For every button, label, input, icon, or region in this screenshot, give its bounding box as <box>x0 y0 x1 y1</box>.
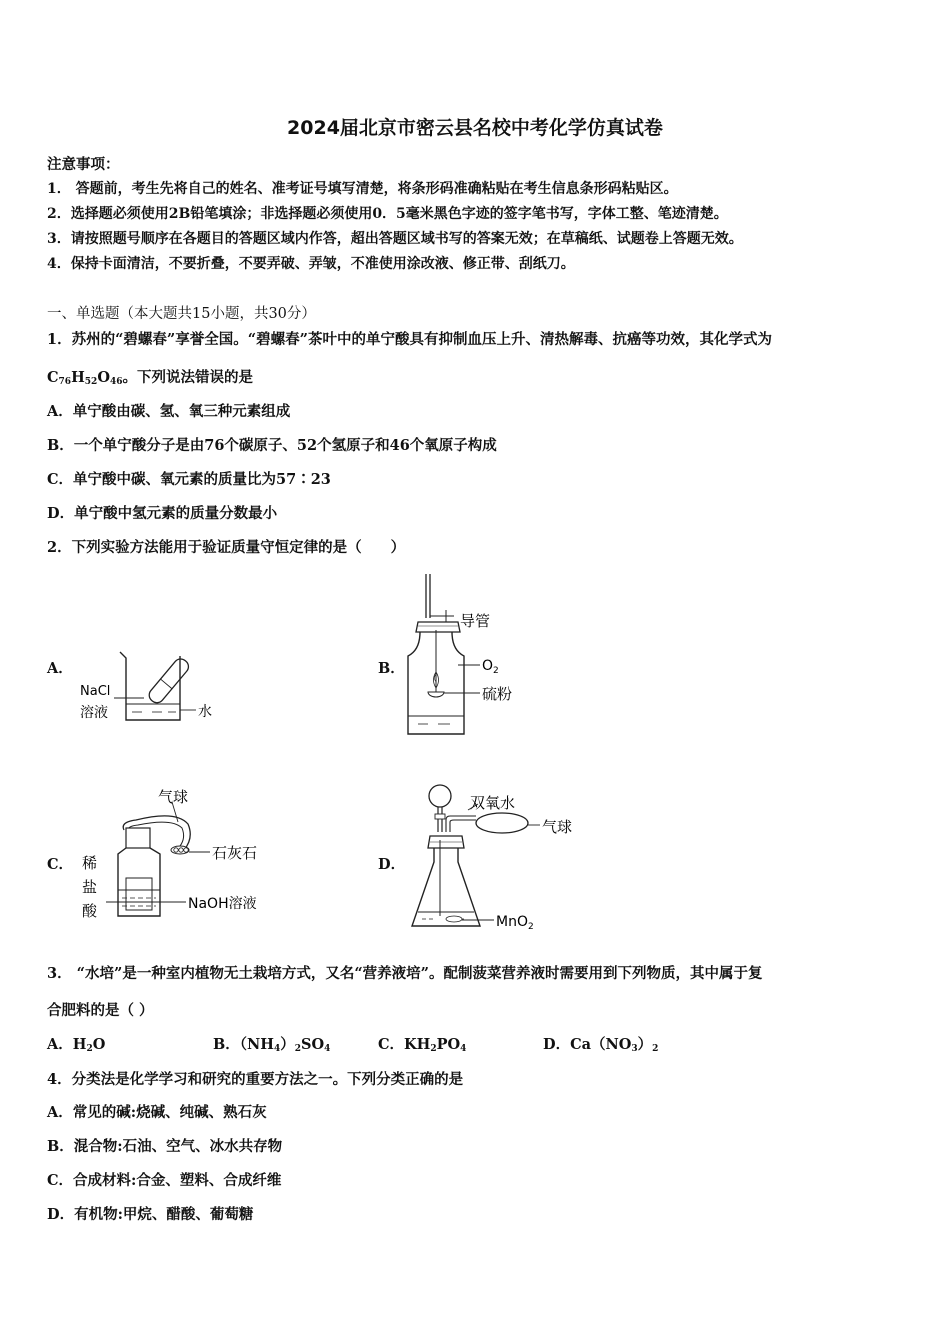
q1-stem-line1: 1．苏州的“碧螺春”享誉全国。“碧螺春”茶叶中的单宁酸具有抑制血压上升、清热解毒、抗癌等功效，其化学式为 <box>47 331 772 348</box>
figure-c-limestone-label: 石灰石 <box>212 844 258 862</box>
q1-formula: $C_{76}H_{52}O_{46}$ <box>47 369 123 387</box>
q2-label-d: D． <box>378 856 406 873</box>
q3-option-a: A．$H_2O$ <box>47 1036 106 1054</box>
figure-d-mno2-label: MnO$_2$ <box>496 914 534 932</box>
figure-b-o2-label: $O_2$ <box>482 658 499 676</box>
q1-stem-line2: $C_{76}H_{52}O_{46}$。下列说法错误的是 <box>47 369 253 387</box>
section-heading: 一、单选题（本大题共15小题，共30分） <box>47 306 316 322</box>
q2-stem: 2．下列实验方法能用于验证质量守恒定律的是（ ） <box>47 539 406 556</box>
figure-a-beaker <box>76 640 226 734</box>
notice-item-4: 4．保持卡面清洁，不要折叠，不要弄破、弄皱，不准使用涂改液、修正带、刮纸刀。 <box>47 256 575 272</box>
q3-stem-line1: 3． “水培”是一种室内植物无土栽培方式，又名“营养液培”。配制菠菜营养液时需要用到下列物质，其中属于复 <box>47 965 763 982</box>
notice-item-1: 1． 答题前，考生先将自己的姓名、准考证号填写清楚，将条形码准确粘贴在考生信息条形码粘贴区。 <box>47 181 678 197</box>
q3-option-c: C．$KH_2PO_4$ <box>378 1036 467 1054</box>
q3-option-d: D．$Ca(NO_3)_2$ <box>543 1036 659 1054</box>
figure-a-nacl-label: NaCl <box>80 684 111 699</box>
q4-option-c: C．合成材料:合金、塑料、合成纤维 <box>47 1172 282 1189</box>
q1-option-b: B．一个单宁酸分子是由76个碳原子、52个氢原子和46个氧原子构成 <box>47 437 497 454</box>
figure-b-sulfur-label: 硫粉 <box>482 685 513 703</box>
figure-a-water-label: 水 <box>198 704 212 720</box>
q2-label-c: C． <box>47 856 74 873</box>
figure-b-tube-label: 导管 <box>460 612 491 630</box>
figure-c-acid-1: 稀 <box>82 854 98 872</box>
q4-option-b: B．混合物:石油、空气、冰水共存物 <box>47 1138 283 1155</box>
q1-option-a: A．单宁酸由碳、氢、氧三种元素组成 <box>47 403 291 420</box>
figure-c-naoh-label: NaOH溶液 <box>188 896 257 912</box>
q4-stem: 4．分类法是化学学习和研究的重要方法之一。下列分类正确的是 <box>47 1071 464 1088</box>
page-title: 2024届北京市密云县名校中考化学仿真试卷 <box>287 117 663 139</box>
figure-c-acid-2: 盐 <box>82 878 98 896</box>
figure-d-flask <box>398 780 588 936</box>
figure-d-balloon-label: 气球 <box>542 818 573 836</box>
notice-heading: 注意事项： <box>47 156 120 173</box>
figure-c-acid-3: 酸 <box>82 902 98 920</box>
q2-label-a: A． <box>47 660 73 677</box>
q1-option-d: D．单宁酸中氢元素的质量分数最小 <box>47 505 278 522</box>
figure-c-bottle <box>76 784 276 928</box>
q4-option-d: D．有机物:甲烷、醋酸、葡萄糖 <box>47 1206 254 1223</box>
q3-stem-line2: 合肥料的是（ ） <box>47 1002 154 1019</box>
q3-option-b: B．$(NH_4)_2SO_4$ <box>213 1036 331 1054</box>
figure-d-h2o2-label: 双氧水 <box>470 794 516 812</box>
q1-option-c: C．单宁酸中碳、氧元素的质量比为57∶23 <box>47 471 331 488</box>
notice-item-3: 3．请按照题号顺序在各题目的答题区域内作答，超出答题区域书写的答案无效；在草稿纸、试题卷上答题无效。 <box>47 231 743 247</box>
figure-a-solution-label: 溶液 <box>80 705 108 721</box>
q2-label-b: B． <box>378 660 405 677</box>
figure-c-balloon-label: 气球 <box>158 788 189 806</box>
q4-option-a: A．常见的碱:烧碱、纯碱、熟石灰 <box>47 1104 267 1121</box>
figure-b-gas-jar <box>398 570 538 744</box>
notice-item-2: 2．选择题必须使用2B铅笔填涂；非选择题必须使用0．5毫米黑色字迹的签字笔书写，字体工整、笔迹清楚。 <box>47 206 728 222</box>
